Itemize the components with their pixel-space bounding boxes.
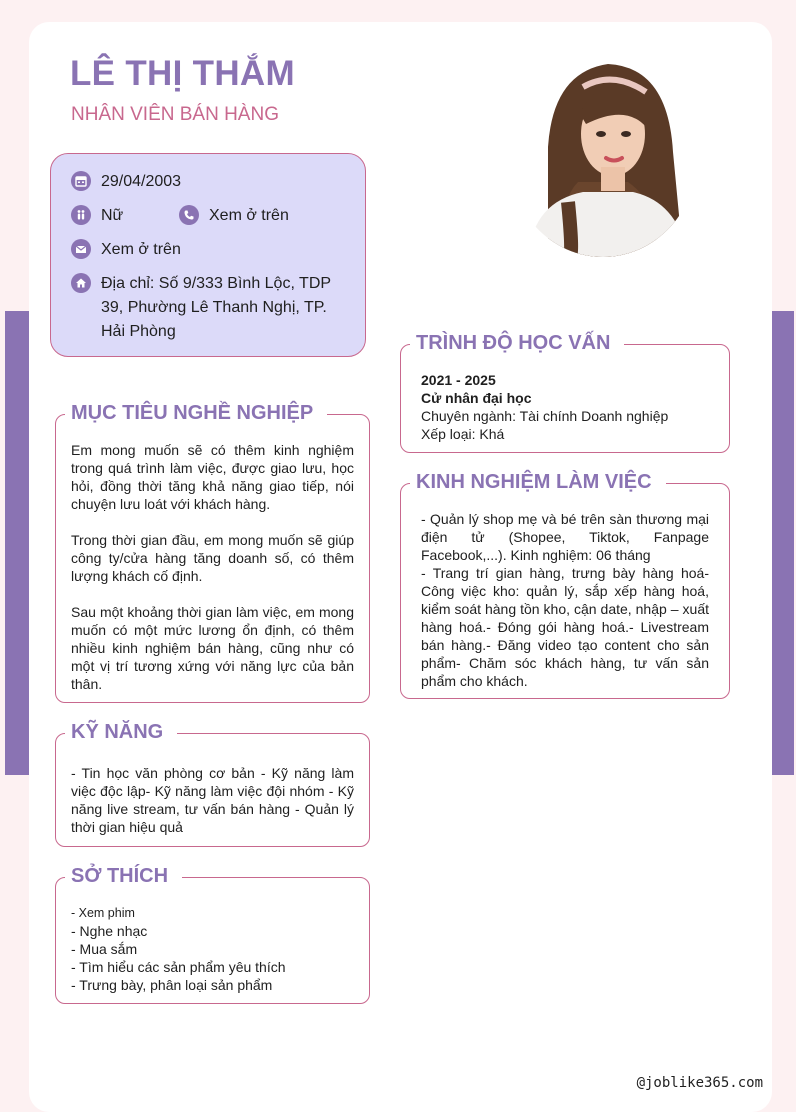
phone-icon	[179, 205, 199, 225]
mail-icon	[71, 239, 91, 259]
objective-paragraph: Em mong muốn sẽ có thêm kinh nghiệm trong quá trình làm việc, được giao lưu, học hỏi, đồng thời tăng khả năng giao tiếp, nói chuyện lưu loát với khách hàng.	[71, 442, 354, 512]
education-years: 2021 - 2025	[421, 372, 496, 388]
phone-text[interactable]: Xem ở trên	[209, 207, 289, 224]
gender-row	[71, 204, 123, 228]
candidate-role: NHÂN VIÊN BÁN HÀNG	[71, 104, 279, 125]
birthday-row	[71, 170, 181, 194]
objective-paragraph: Sau một khoảng thời gian làm việc, em mong muốn có một mức lương ổn định, có thêm nhiều kinh nghiệm bán hàng, cũng như có một vị trí tương xứng với năng lực của bản thân.	[71, 604, 354, 692]
education-section	[400, 332, 730, 453]
skills-title: KỸ NĂNG	[65, 719, 177, 745]
hobby-item: - Nghe nhạc	[71, 923, 148, 939]
phone-row	[179, 204, 289, 228]
education-major: Chuyên ngành: Tài chính Doanh nghiệp	[421, 408, 669, 424]
hobbies-section	[55, 865, 370, 1004]
calendar-icon	[71, 171, 91, 191]
hobby-item: - Trưng bày, phân loại sản phẩm	[71, 977, 273, 993]
hobby-item: - Mua sắm	[71, 941, 138, 957]
left-decor-band	[5, 311, 29, 775]
gender-icon	[71, 205, 91, 225]
home-icon	[71, 273, 91, 293]
email-row	[71, 238, 181, 262]
experience-section	[400, 471, 730, 699]
profile-photo	[508, 52, 698, 257]
objective-body	[71, 441, 354, 693]
address-text: Địa chỉ: Số 9/333 Bình Lộc, TDP 39, Phường Lê Thanh Nghị, TP. Hải Phòng	[101, 275, 331, 340]
watermark: @joblike365.com	[636, 1075, 763, 1091]
education-title: TRÌNH ĐỘ HỌC VẤN	[410, 330, 624, 356]
email-text[interactable]: Xem ở trên	[101, 241, 181, 258]
education-body	[421, 371, 714, 443]
hobbies-title: SỞ THÍCH	[65, 863, 182, 889]
hobby-item: - Xem phim	[71, 906, 135, 920]
hobby-item: - Tìm hiểu các sản phẩm yêu thích	[71, 959, 286, 975]
education-grade: Xếp loại: Khá	[421, 426, 505, 442]
birthday-text: 29/04/2003	[101, 173, 182, 190]
right-decor-band	[770, 311, 794, 775]
gender-text: Nữ	[101, 207, 124, 224]
skills-text: - Tin học văn phòng cơ bản - Kỹ năng làm việc độc lập- Kỹ năng làm việc đội nhóm - Kỹ năng live stream, tư vấn bán hàng - Quản lý thời gian hiệu quả	[71, 765, 354, 835]
experience-line: - Quản lý shop mẹ và bé trên sàn thương mại điện tử (Shopee, Tiktok, Fanpage Facebook,...). Kinh nghiệm: 06 tháng	[421, 511, 709, 563]
experience-line: - Trang trí gian hàng, trưng bày hàng hoá- Công việc kho: quản lý, sắp xếp hàng hoá, kiểm soát hàng tồn kho, cận date, nhập – xuất hàng hoá.- Đóng gói hàng hoá.- Livestream bán hàng.- Đăng video tạo content cho sản phẩm- Chăm sóc khách hàng, tư vấn sản phẩm cho khách.	[421, 565, 709, 689]
objective-title: MỤC TIÊU NGHỀ NGHIỆP	[65, 400, 327, 426]
address-row	[71, 272, 351, 344]
education-degree: Cử nhân đại học	[421, 390, 532, 406]
objective-paragraph: Trong thời gian đầu, em mong muốn sẽ giúp công ty/cửa hàng tăng doanh số, có thêm lượng khách cố định.	[71, 532, 354, 584]
experience-body	[421, 510, 709, 690]
candidate-name: LÊ THỊ THẮM	[70, 54, 295, 93]
skills-section	[55, 721, 370, 847]
experience-title: KINH NGHIỆM LÀM VIỆC	[410, 469, 666, 495]
objective-section	[55, 402, 370, 703]
skills-body	[71, 764, 354, 836]
hobbies-body	[71, 904, 354, 994]
contact-info-box	[50, 153, 366, 357]
